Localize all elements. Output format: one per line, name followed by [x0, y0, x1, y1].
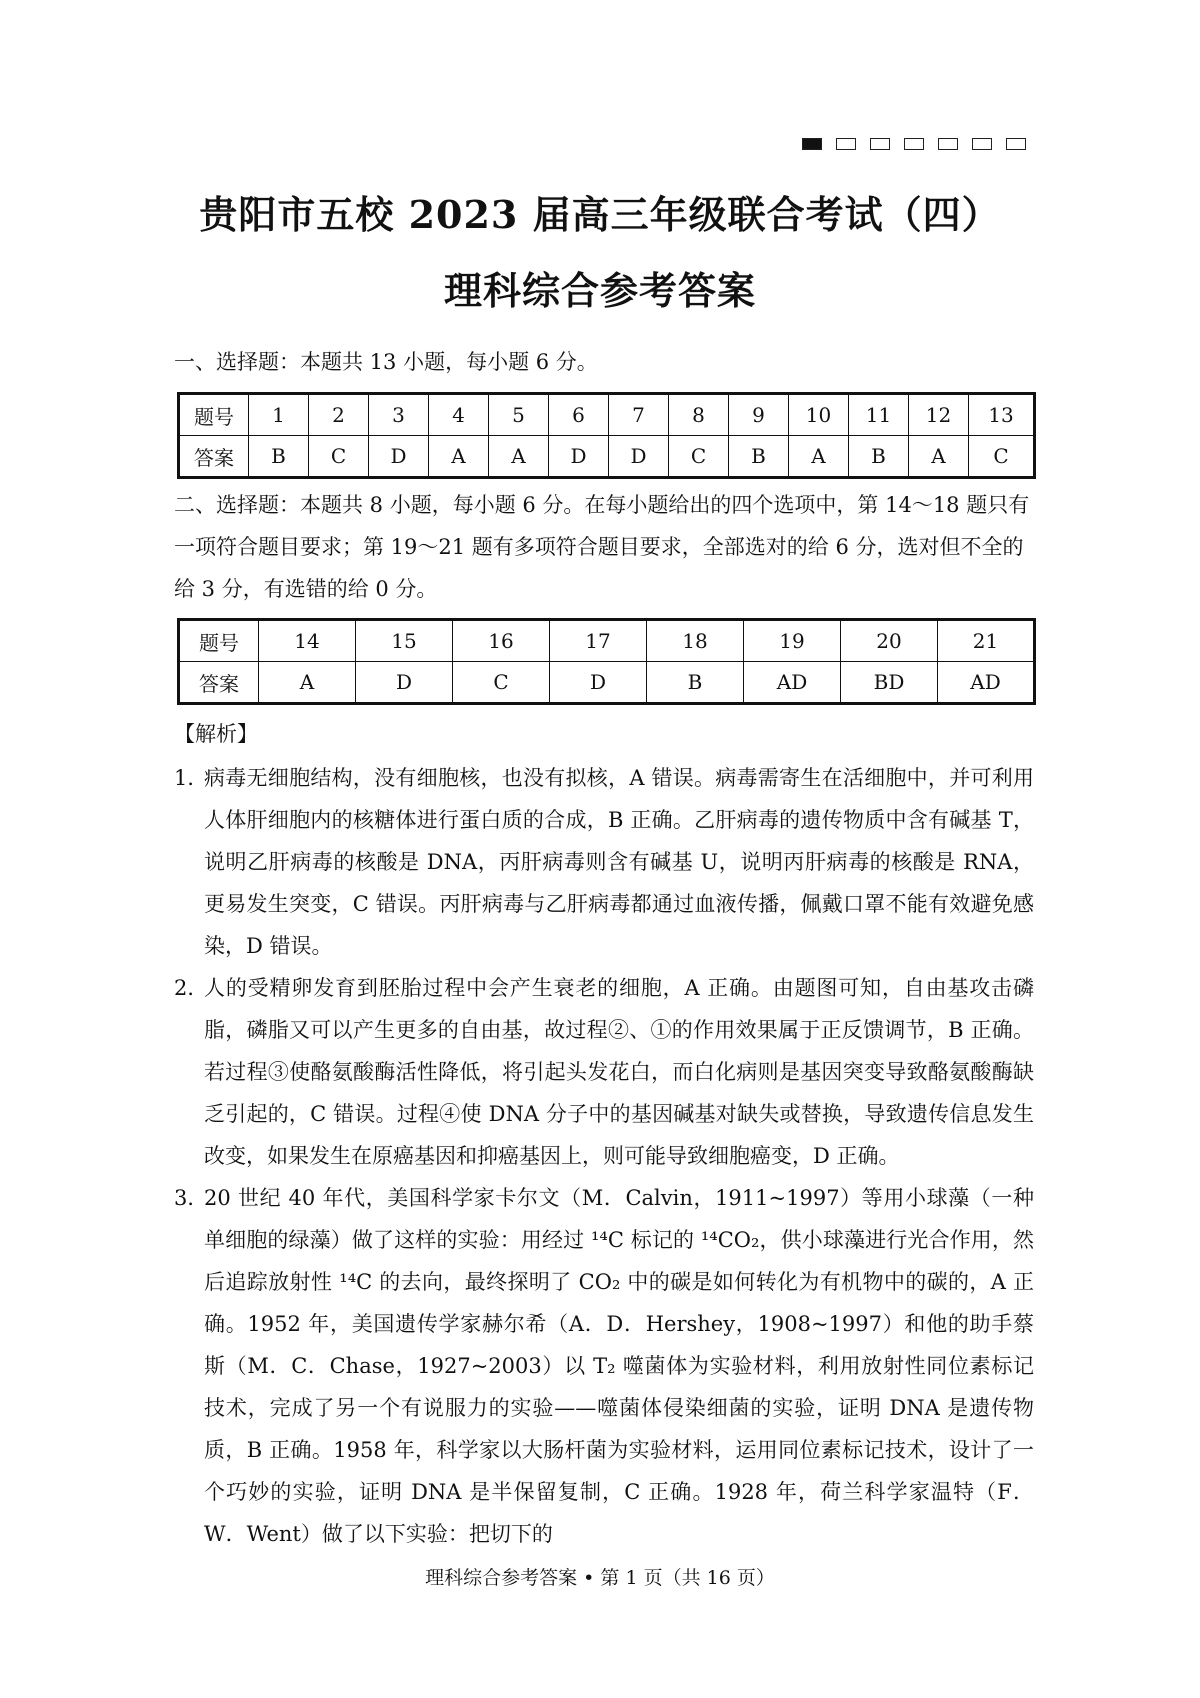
question-number: 1 — [249, 394, 309, 436]
question-number: 11 — [849, 394, 909, 436]
row-label: 答案 — [179, 662, 259, 704]
answer-cell: D — [356, 662, 453, 704]
question-number: 9 — [729, 394, 789, 436]
answer-cell: D — [549, 436, 609, 478]
section2-answer-table — [177, 618, 1036, 705]
answer-cell: C — [453, 662, 550, 704]
section2-heading: 二、选择题：本题共 8 小题，每小题 6 分。在每小题给出的四个选项中，第 14～18 题只有一项符合题目要求；第 19～21 题有多项符合题目要求，全部选对的给 6 分，选对但不全的给 3 分，有选错的给 0 分。 — [174, 493, 1030, 601]
page-indicator — [802, 138, 1026, 150]
answer-cell: B — [729, 436, 789, 478]
question-number: 3 — [369, 394, 429, 436]
section1-answer-table — [177, 392, 1036, 479]
answer-cell: AD — [744, 662, 841, 704]
answer-cell: A — [429, 436, 489, 478]
question-number: 16 — [453, 620, 550, 662]
page-footer: 理科综合参考答案 • 第 1 页（共 16 页） — [425, 1567, 775, 1589]
page-indicator-box — [904, 138, 924, 150]
answer-cell: A — [259, 662, 356, 704]
answer-cell: B — [249, 436, 309, 478]
row-label: 答案 — [179, 436, 249, 478]
question-number: 12 — [909, 394, 969, 436]
answer-cell: B — [849, 436, 909, 478]
answer-cell: C — [969, 436, 1035, 478]
table-row-questions — [179, 620, 1035, 662]
list-item — [174, 757, 1034, 967]
question-number: 7 — [609, 394, 669, 436]
row-label: 题号 — [179, 620, 259, 662]
item-text: 20 世纪 40 年代，美国科学家卡尔文（M．Calvin，1911~1997）等用小球藻（一种单细胞的绿藻）做了这样的实验：用经过 ¹⁴C 标记的 ¹⁴CO₂，供小球藻进行光合作用，然后追踪放射性 ¹⁴C 的去向，最终探明了 CO₂ 中的碳是如何转化为有机物中的碳的，A 正确。1952 年，美国遗传学家赫尔希（A．D．Hershey，1908~1997）和他的助手蔡斯（M．C．Chase，1927~2003）以 T₂ 噬菌体为实验材料，利用放射性同位素标记技术，完成了另一个有说服力的实验——噬菌体侵染细菌的实验，证明 DNA 是遗传物质，B 正确。1958 年，科学家以大肠杆菌为实验材料，运用同位素标记技术，设计了一个巧妙的实验，证明 DNA 是半保留复制，C 正确。1928 年，荷兰科学家温特（F．W．Went）做了以下实验：把切下的 — [204, 1186, 1034, 1546]
item-number: 2． — [174, 976, 209, 1000]
item-number: 1． — [174, 766, 209, 790]
page-indicator-box — [1006, 138, 1026, 150]
page-indicator-box — [938, 138, 958, 150]
page-indicator-box — [836, 138, 856, 150]
answer-cell: D — [550, 662, 647, 704]
table-row-answers — [179, 436, 1035, 478]
answer-cell: A — [909, 436, 969, 478]
question-number: 10 — [789, 394, 849, 436]
answer-cell: B — [647, 662, 744, 704]
answer-cell: A — [489, 436, 549, 478]
document-subtitle: 理科综合参考答案 — [443, 268, 756, 313]
question-number: 19 — [744, 620, 841, 662]
answer-cell: C — [309, 436, 369, 478]
answer-cell: C — [669, 436, 729, 478]
document-title: 贵阳市五校 2023 届高三年级联合考试（四） — [199, 192, 1001, 237]
question-number: 8 — [669, 394, 729, 436]
answer-cell: D — [609, 436, 669, 478]
question-number: 13 — [969, 394, 1035, 436]
question-number: 17 — [550, 620, 647, 662]
item-text: 人的受精卵发育到胚胎过程中会产生衰老的细胞，A 正确。由题图可知，自由基攻击磷脂，磷脂又可以产生更多的自由基，故过程②、①的作用效果属于正反馈调节，B 正确。若过程③使酪氨酸酶活性降低，将引起头发花白，而白化病则是基因突变导致酪氨酸酶缺乏引起的，C 错误。过程④使 DNA 分子中的基因碱基对缺失或替换，导致遗传信息发生改变，如果发生在原癌基因和抑癌基因上，则可能导致细胞癌变，D 正确。 — [204, 976, 1034, 1168]
list-item — [174, 967, 1034, 1177]
question-number: 21 — [938, 620, 1035, 662]
row-label: 题号 — [179, 394, 249, 436]
question-number: 20 — [841, 620, 938, 662]
table-row-answers — [179, 662, 1035, 704]
question-number: 18 — [647, 620, 744, 662]
item-number: 3． — [174, 1186, 209, 1210]
question-number: 4 — [429, 394, 489, 436]
answer-cell: BD — [841, 662, 938, 704]
analysis-heading: 【解析】 — [174, 722, 258, 746]
analysis-list — [174, 757, 1034, 1555]
page-indicator-box-current — [802, 138, 822, 150]
list-item — [174, 1177, 1034, 1555]
answer-cell: D — [369, 436, 429, 478]
answer-cell: AD — [938, 662, 1035, 704]
question-number: 14 — [259, 620, 356, 662]
page-indicator-box — [870, 138, 890, 150]
question-number: 6 — [549, 394, 609, 436]
question-number: 2 — [309, 394, 369, 436]
question-number: 5 — [489, 394, 549, 436]
section1-heading: 一、选择题：本题共 13 小题，每小题 6 分。 — [174, 350, 598, 374]
item-text: 病毒无细胞结构，没有细胞核，也没有拟核，A 错误。病毒需寄生在活细胞中，并可利用人体肝细胞内的核糖体进行蛋白质的合成，B 正确。乙肝病毒的遗传物质中含有碱基 T，说明乙肝病毒的核酸是 DNA，丙肝病毒则含有碱基 U，说明丙肝病毒的核酸是 RNA，更易发生突变，C 错误。丙肝病毒与乙肝病毒都通过血液传播，佩戴口罩不能有效避免感染，D 错误。 — [204, 766, 1034, 958]
question-number: 15 — [356, 620, 453, 662]
page-indicator-box — [972, 138, 992, 150]
table-row-questions — [179, 394, 1035, 436]
answer-cell: A — [789, 436, 849, 478]
